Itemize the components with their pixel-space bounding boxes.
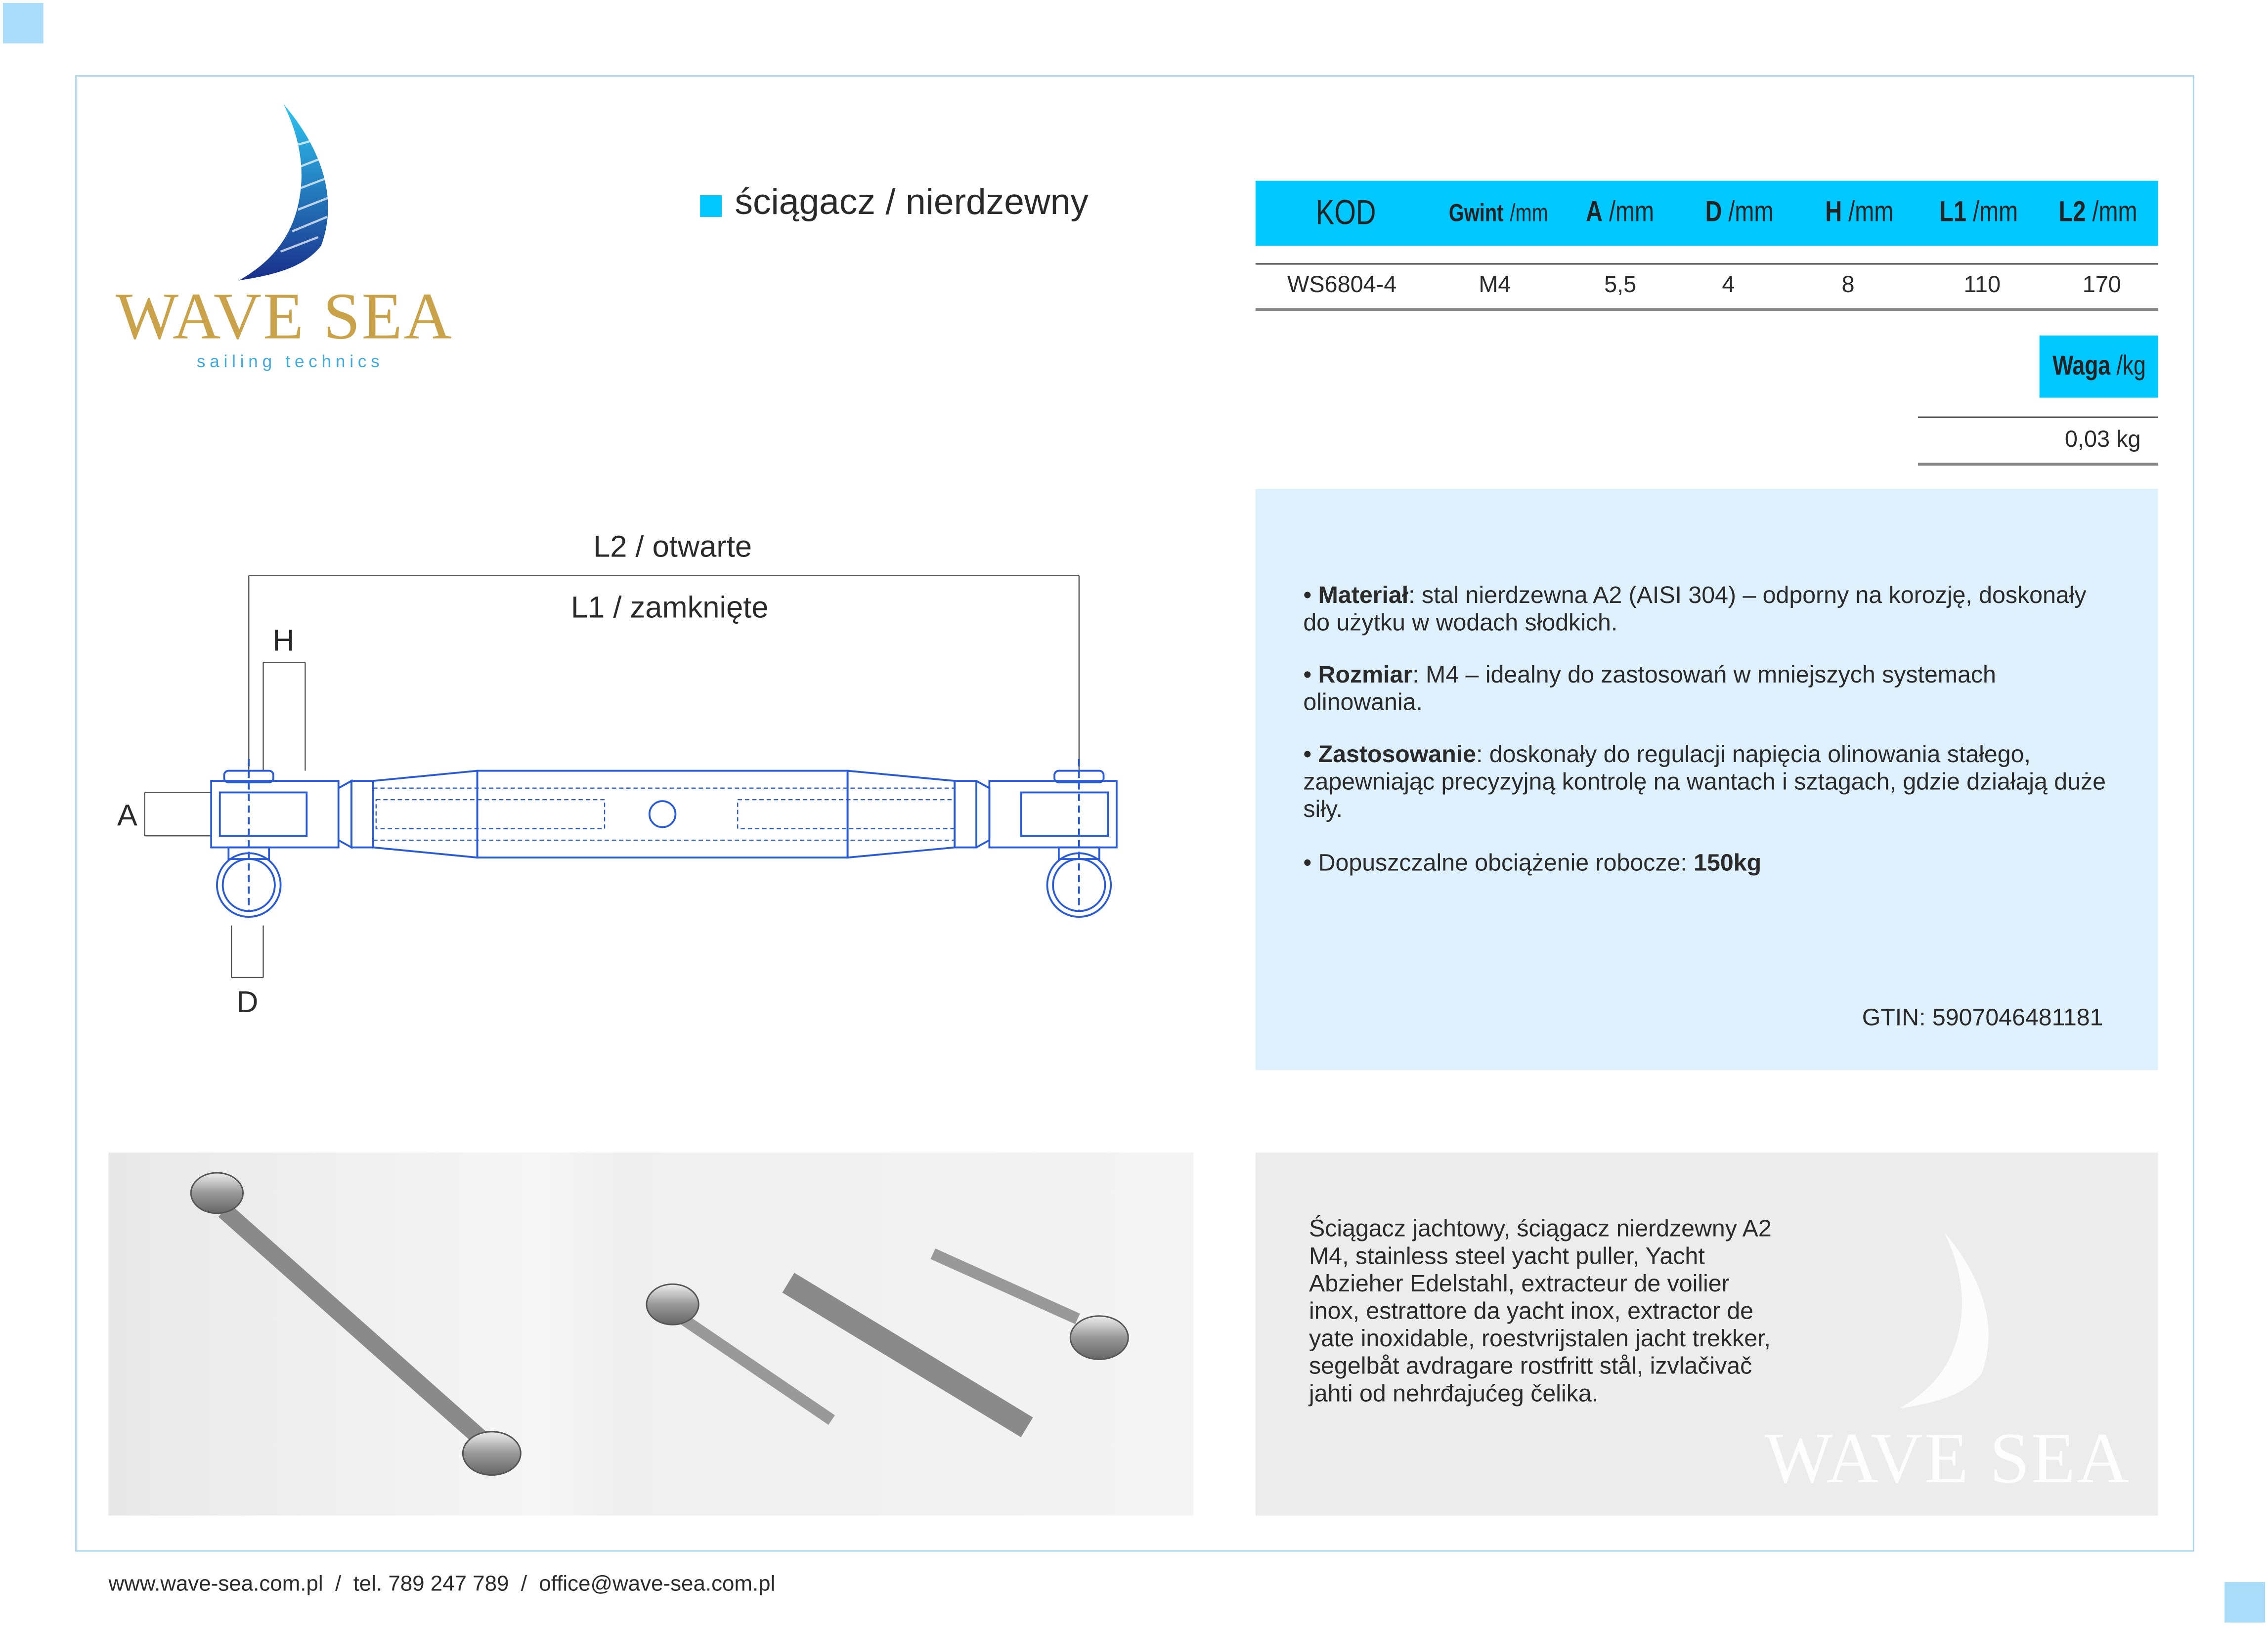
cell-kod: WS6804-4 bbox=[1287, 273, 1397, 298]
footer-contact: www.wave-sea.com.pl / tel. 789 247 789 / office@wave-sea.com.pl bbox=[108, 1572, 776, 1597]
col-header-kod: KOD bbox=[1315, 193, 1376, 232]
h-label: H bbox=[272, 623, 295, 658]
feature-application: • Zastosowanie: doskonały do regulacji napięcia olinowania stałego, zapewniając precyzyjną kontrolę na wantach i sztagach, gdzie działają duże siły. bbox=[1303, 742, 2106, 823]
turnbuckle-photo-icon bbox=[108, 1153, 1193, 1515]
l2-label: L2 / otwarte bbox=[593, 529, 752, 564]
col-header-h: H /mm bbox=[1825, 196, 1894, 229]
gtin-code: GTIN: 5907046481181 bbox=[1862, 1005, 2103, 1031]
weight-value: 0,03 kg bbox=[1918, 417, 2158, 466]
col-header-gwint: Gwint /mm bbox=[1448, 199, 1548, 227]
corner-marker bbox=[2224, 1582, 2265, 1623]
cell-l1: 110 bbox=[1963, 273, 2001, 298]
cell-l2: 170 bbox=[2082, 273, 2121, 298]
corner-marker bbox=[3, 3, 44, 43]
cell-d: 4 bbox=[1722, 273, 1735, 298]
watermark-sail-icon bbox=[1892, 1228, 2007, 1415]
cell-gwint: M4 bbox=[1479, 273, 1511, 298]
product-photos bbox=[108, 1153, 1193, 1515]
brand-name: WAVE SEA bbox=[116, 279, 453, 353]
l1-label: L1 / zamknięte bbox=[570, 590, 769, 625]
weight-header: Waga /kg bbox=[2040, 336, 2158, 398]
product-description: Ściągacz jachtowy, ściągacz nierdzewny A2 M4, stainless steel yacht puller, Yacht Abzieher Edelstahl, extracteur de voilier inox, estrattore da yacht inox, extractor de yate inoxidable, roestvrijstalen jacht trekker, segelbåt avdragare rostfritt stål, izvlačivač jahti od nehrđajućeg čelika. bbox=[1309, 1216, 1772, 1407]
cell-h: 8 bbox=[1841, 273, 1855, 298]
feature-size: • Rozmiar: M4 – idealny do zastosowań w mniejszych systemach olinowania. bbox=[1303, 662, 1996, 716]
sail-logo-icon bbox=[231, 101, 347, 287]
feature-material: • Materiał: stal nierdzewna A2 (AISI 304) – odporny na korozję, doskonały do użytku w wodach słodkich. bbox=[1303, 583, 2087, 637]
features-box bbox=[1256, 489, 2158, 1070]
watermark-brand: WAVE SEA bbox=[1764, 1417, 2131, 1498]
col-header-d: D /mm bbox=[1705, 196, 1774, 229]
a-label: A bbox=[117, 798, 137, 833]
brand-tagline: sailing technics bbox=[196, 351, 384, 372]
d-label: D bbox=[236, 985, 259, 1020]
turnbuckle-diagram bbox=[101, 520, 1143, 1027]
spec-table-row bbox=[1256, 263, 2158, 311]
product-title: ściągacz / nierdzewny bbox=[735, 182, 1089, 223]
feature-load: • Dopuszczalne obciążenie robocze: 150kg bbox=[1303, 850, 1762, 877]
col-header-l1: L1 /mm bbox=[1939, 196, 2018, 229]
description-box bbox=[1256, 1153, 2158, 1515]
col-header-l2: L2 /mm bbox=[2058, 196, 2137, 229]
col-header-a: A /mm bbox=[1586, 196, 1655, 229]
title-bullet-icon bbox=[700, 195, 722, 217]
spec-table-header bbox=[1256, 181, 2158, 246]
cell-a: 5,5 bbox=[1604, 273, 1637, 298]
